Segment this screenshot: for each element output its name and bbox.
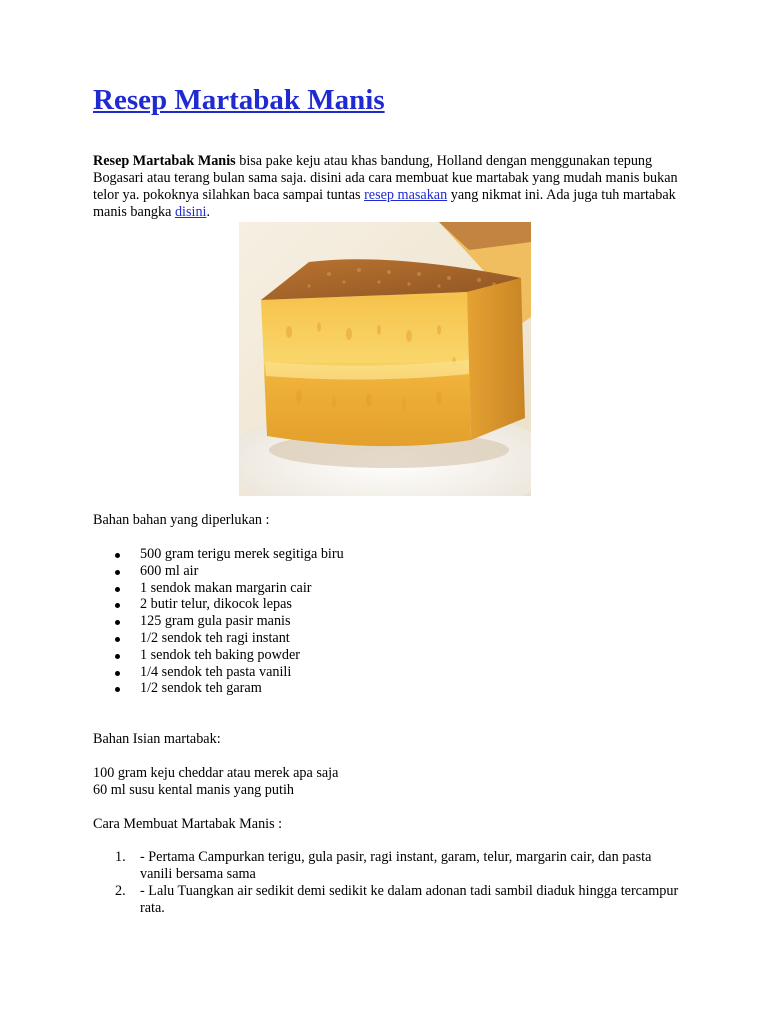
list-item (93, 596, 344, 613)
bullet-icon (115, 603, 120, 608)
filling-heading: Bahan Isian martabak: (93, 731, 221, 747)
ingredients-heading: Bahan bahan yang diperlukan : (93, 512, 270, 528)
intro-text-1: bisa pake keju atau khas bandung, Holland dengan menggunakan tepung Bogasari atau terang bulan sama saja. disini ada cara membuat kue martabak yang mudah manis bukan telor ya. pokoknya silahkan baca sampai tuntas (93, 153, 678, 203)
disini-link[interactable]: disini (174, 204, 207, 220)
intro-bold-lead: Resep Martabak Manis (93, 153, 236, 169)
ingredient-text: 1/2 sendok teh ragi instant (140, 629, 290, 646)
bullet-icon (115, 687, 120, 692)
ingredient-text: 125 gram gula pasir manis (140, 613, 291, 630)
intro-paragraph (93, 153, 683, 221)
bullet-icon (115, 671, 120, 676)
list-item (93, 563, 344, 580)
list-item (93, 647, 344, 664)
method-heading: Cara Membuat Martabak Manis : (93, 816, 283, 832)
ingredient-text: 1/2 sendok teh garam (140, 680, 262, 697)
filling-line-2: 60 ml susu kental manis yang putih (93, 782, 294, 798)
bullet-icon (115, 587, 120, 592)
list-item (93, 630, 344, 647)
bullet-icon (115, 637, 120, 642)
ingredient-text: 1 sendok teh baking powder (140, 646, 300, 663)
ingredient-text: 600 ml air (140, 562, 199, 579)
martabak-photo (239, 222, 531, 496)
page-title[interactable]: Resep Martabak Manis (93, 84, 385, 116)
list-item (93, 664, 344, 681)
ingredient-text: 1 sendok makan margarin cair (140, 579, 312, 596)
ingredient-text: 1/4 sendok teh pasta vanili (140, 663, 292, 680)
filling-line-1: 100 gram keju cheddar atau merek apa saja (93, 765, 339, 781)
intro-text-3: . (206, 204, 211, 220)
step-text: - Lalu Tuangkan air sedikit demi sedikit ke dalam adonan tadi sambil diaduk hingga tercampur rata. (140, 883, 679, 916)
list-item (93, 613, 344, 630)
list-item (93, 680, 344, 697)
martabak-image (239, 222, 531, 496)
bullet-icon (115, 620, 120, 625)
resep-masakan-link[interactable]: resep masakan (364, 187, 448, 203)
list-item (93, 883, 683, 917)
list-item (93, 849, 683, 883)
ingredients-list (93, 546, 344, 697)
step-number: 1. (115, 849, 126, 865)
ingredient-text: 2 butir telur, dikocok lepas (140, 596, 292, 613)
method-steps (93, 849, 683, 917)
list-item (93, 546, 344, 563)
ingredient-text: 500 gram terigu merek segitiga biru (140, 546, 344, 562)
bullet-icon (115, 570, 120, 575)
bullet-icon (115, 654, 120, 659)
step-number: 2. (115, 883, 126, 899)
bullet-icon (115, 553, 120, 558)
list-item (93, 580, 344, 597)
intro-text-2: yang nikmat ini. Ada juga tuh martabak manis bangka (93, 187, 676, 220)
step-text: - Pertama Campurkan terigu, gula pasir, ragi instant, garam, telur, margarin cair, dan pasta vanili bersama sama (140, 849, 652, 882)
